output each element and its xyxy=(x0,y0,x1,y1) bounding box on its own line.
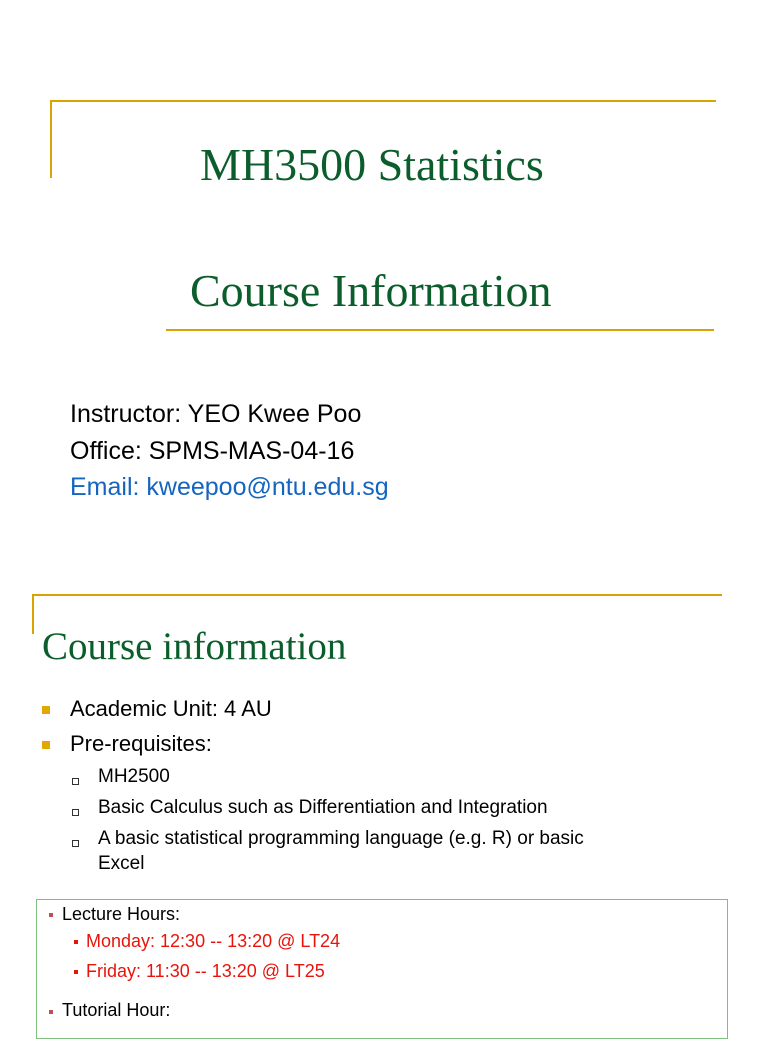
square-bullet-icon xyxy=(42,741,50,749)
prereq-item: Basic Calculus such as Differentiation and Integration xyxy=(98,797,548,818)
office-line: Office: SPMS-MAS-04-16 xyxy=(70,437,355,465)
prereq-item-continuation: Excel xyxy=(98,853,145,874)
hollow-square-bullet-icon xyxy=(72,809,79,816)
lecture-hours-label: Lecture Hours: xyxy=(62,904,181,924)
small-square-bullet-icon xyxy=(74,970,78,974)
monday-lecture: Monday: 12:30 -- 13:20 @ LT24 xyxy=(86,931,341,951)
small-square-bullet-icon xyxy=(49,913,53,917)
academic-unit-text: Academic Unit: 4 AU xyxy=(70,696,272,721)
friday-lecture: Friday: 11:30 -- 13:20 @ LT25 xyxy=(86,961,325,981)
email-link[interactable]: Email: kweepoo@ntu.edu.sg xyxy=(70,473,389,501)
small-square-bullet-icon xyxy=(74,940,78,944)
hollow-square-bullet-icon xyxy=(72,840,79,847)
prerequisites-text: Pre-requisites: xyxy=(70,731,212,756)
prereq-item: A basic statistical programming language (e.g. R) or basic xyxy=(98,828,584,849)
prereq-item: MH2500 xyxy=(98,766,170,787)
slide2-gold-rule-left xyxy=(32,594,34,634)
gold-rule-top xyxy=(50,100,716,102)
square-bullet-icon xyxy=(42,706,50,714)
instructor-line: Instructor: YEO Kwee Poo xyxy=(70,400,362,428)
gold-rule-left xyxy=(50,100,52,178)
course-title: MH3500 Statistics xyxy=(200,139,544,190)
tutorial-hour-label: Tutorial Hour: xyxy=(62,1000,171,1020)
gold-rule-under-title xyxy=(166,329,714,331)
hollow-square-bullet-icon xyxy=(72,778,79,785)
small-square-bullet-icon xyxy=(49,1010,53,1014)
slide2-heading: Course information xyxy=(42,625,347,668)
course-subtitle: Course Information xyxy=(190,265,552,316)
slide2-gold-rule-top xyxy=(32,594,722,596)
